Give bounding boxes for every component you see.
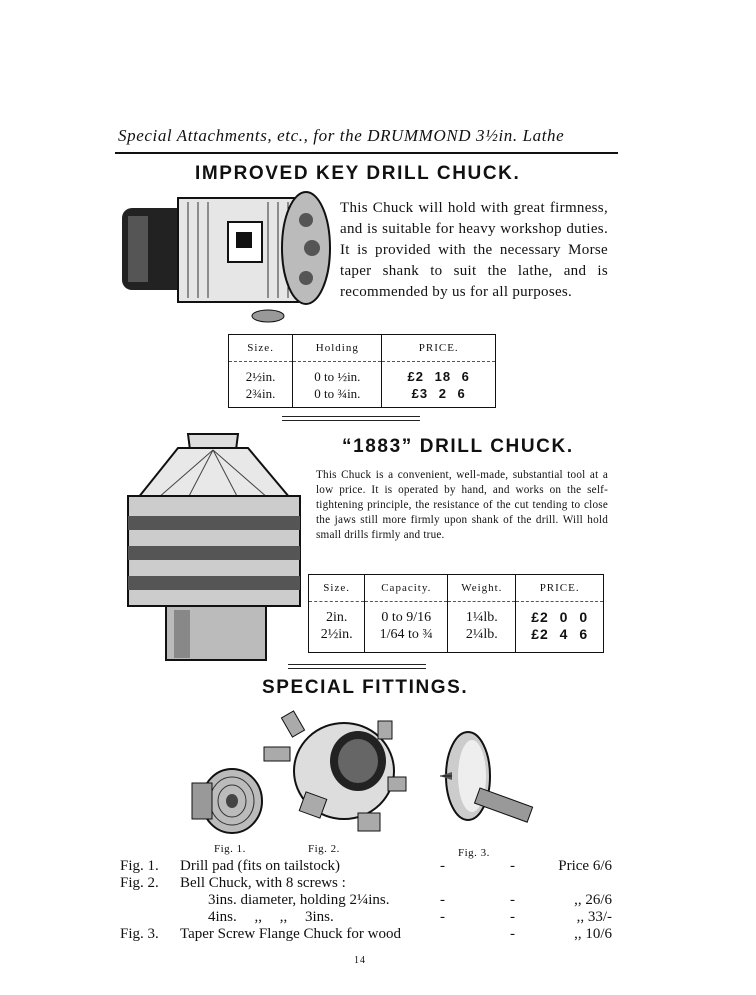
cell-price: £2 18 6 bbox=[382, 362, 496, 386]
section-title-special-fittings: SPECIAL FITTINGS. bbox=[262, 677, 469, 698]
section-divider bbox=[288, 668, 426, 669]
list-item bbox=[120, 858, 620, 875]
section-title-key-drill-chuck: IMPROVED KEY DRILL CHUCK. bbox=[195, 163, 521, 184]
cell-capacity: 1/64 to ¾ bbox=[365, 626, 448, 653]
column-header-price: PRICE. bbox=[382, 335, 496, 362]
item-price: ,, 10/6 bbox=[574, 926, 612, 942]
list-item bbox=[120, 909, 620, 926]
page-header: Special Attachments, etc., for the DRUMMOND 3½in. Lathe bbox=[118, 126, 565, 145]
key-drill-chuck-illustration bbox=[118, 190, 333, 328]
cell-size: 2½in. bbox=[309, 626, 365, 653]
cell-capacity: 0 to 9/16 bbox=[365, 602, 448, 627]
item-dash: - bbox=[510, 892, 515, 908]
taper-screw-flange-chuck-illustration bbox=[440, 728, 540, 838]
cell-weight: 2¼lb. bbox=[448, 626, 516, 653]
item-description: Taper Screw Flange Chuck for wood bbox=[180, 926, 401, 942]
item-dash: - bbox=[510, 926, 515, 942]
header-rule bbox=[115, 152, 618, 154]
list-item bbox=[120, 926, 620, 943]
column-header-size: Size. bbox=[309, 575, 365, 602]
table-row bbox=[309, 602, 604, 627]
item-price: ,, 26/6 bbox=[574, 892, 612, 908]
column-header-weight: Weight. bbox=[448, 575, 516, 602]
cell-holding: 0 to ½in. bbox=[293, 362, 382, 386]
table-row bbox=[229, 385, 496, 408]
figure-caption-3: Fig. 3. bbox=[458, 847, 490, 859]
column-header-capacity: Capacity. bbox=[365, 575, 448, 602]
fittings-price-list bbox=[120, 858, 620, 943]
drill-pad-illustration bbox=[186, 755, 266, 835]
section-divider bbox=[282, 416, 420, 417]
cell-holding: 0 to ¾in. bbox=[293, 385, 382, 408]
cell-price: £2 4 6 bbox=[516, 626, 604, 653]
section-divider bbox=[282, 420, 420, 421]
item-dash: - bbox=[440, 858, 445, 874]
item-description: 4ins. ,, ,, 3ins. bbox=[208, 909, 334, 925]
1883-drill-chuck-illustration bbox=[118, 428, 308, 664]
column-header-size: Size. bbox=[229, 335, 293, 362]
cell-size: 2½in. bbox=[229, 362, 293, 386]
cell-size: 2¾in. bbox=[229, 385, 293, 408]
bell-chuck-illustration bbox=[262, 703, 407, 838]
section-divider bbox=[288, 664, 426, 665]
table-header-row bbox=[309, 575, 604, 602]
column-header-holding: Holding bbox=[293, 335, 382, 362]
table-row bbox=[309, 626, 604, 653]
item-dash: - bbox=[440, 892, 445, 908]
cell-size: 2in. bbox=[309, 602, 365, 627]
1883-drill-chuck-description: This Chuck is a convenient, well-made, substantial tool at a low price. It is operated by hand, and works on the self-tightening principle, the resistance of the cut tending to close the jaws still more firmly upon shank of the drill. Will hold small drills firmly and true. bbox=[316, 469, 608, 541]
section-title-1883-drill-chuck: “1883” DRILL CHUCK. bbox=[342, 436, 574, 457]
figure-caption-1: Fig. 1. bbox=[214, 843, 246, 855]
cell-price: £3 2 6 bbox=[382, 385, 496, 408]
item-description: Bell Chuck, with 8 screws : bbox=[180, 875, 346, 891]
column-header-price: PRICE. bbox=[516, 575, 604, 602]
table-row bbox=[229, 362, 496, 386]
item-dash: - bbox=[510, 909, 515, 925]
item-price: Price 6/6 bbox=[558, 858, 612, 874]
cell-weight: 1¼lb. bbox=[448, 602, 516, 627]
list-item bbox=[120, 892, 620, 909]
table-header-row bbox=[229, 335, 496, 362]
list-item bbox=[120, 875, 620, 892]
item-fig-label: Fig. 2. bbox=[120, 875, 159, 891]
cell-price: £2 0 0 bbox=[516, 602, 604, 627]
1883-drill-chuck-price-table bbox=[308, 574, 604, 653]
item-description: Drill pad (fits on tailstock) bbox=[180, 858, 340, 874]
item-price: ,, 33/- bbox=[576, 909, 612, 925]
item-dash: - bbox=[510, 858, 515, 874]
item-dash: - bbox=[440, 909, 445, 925]
key-drill-chuck-description: This Chuck will hold with great firmness, and is suitable for heavy workshop duties. It is provided with the necessary Morse taper shank to suit the lathe, and is recommended by us for all purposes. bbox=[340, 200, 608, 300]
key-drill-chuck-price-table bbox=[228, 334, 496, 408]
page-number: 14 bbox=[354, 955, 366, 966]
item-fig-label: Fig. 1. bbox=[120, 858, 159, 874]
item-description: 3ins. diameter, holding 2¼ins. bbox=[208, 892, 390, 908]
item-fig-label: Fig. 3. bbox=[120, 926, 159, 942]
figure-caption-2: Fig. 2. bbox=[308, 843, 340, 855]
